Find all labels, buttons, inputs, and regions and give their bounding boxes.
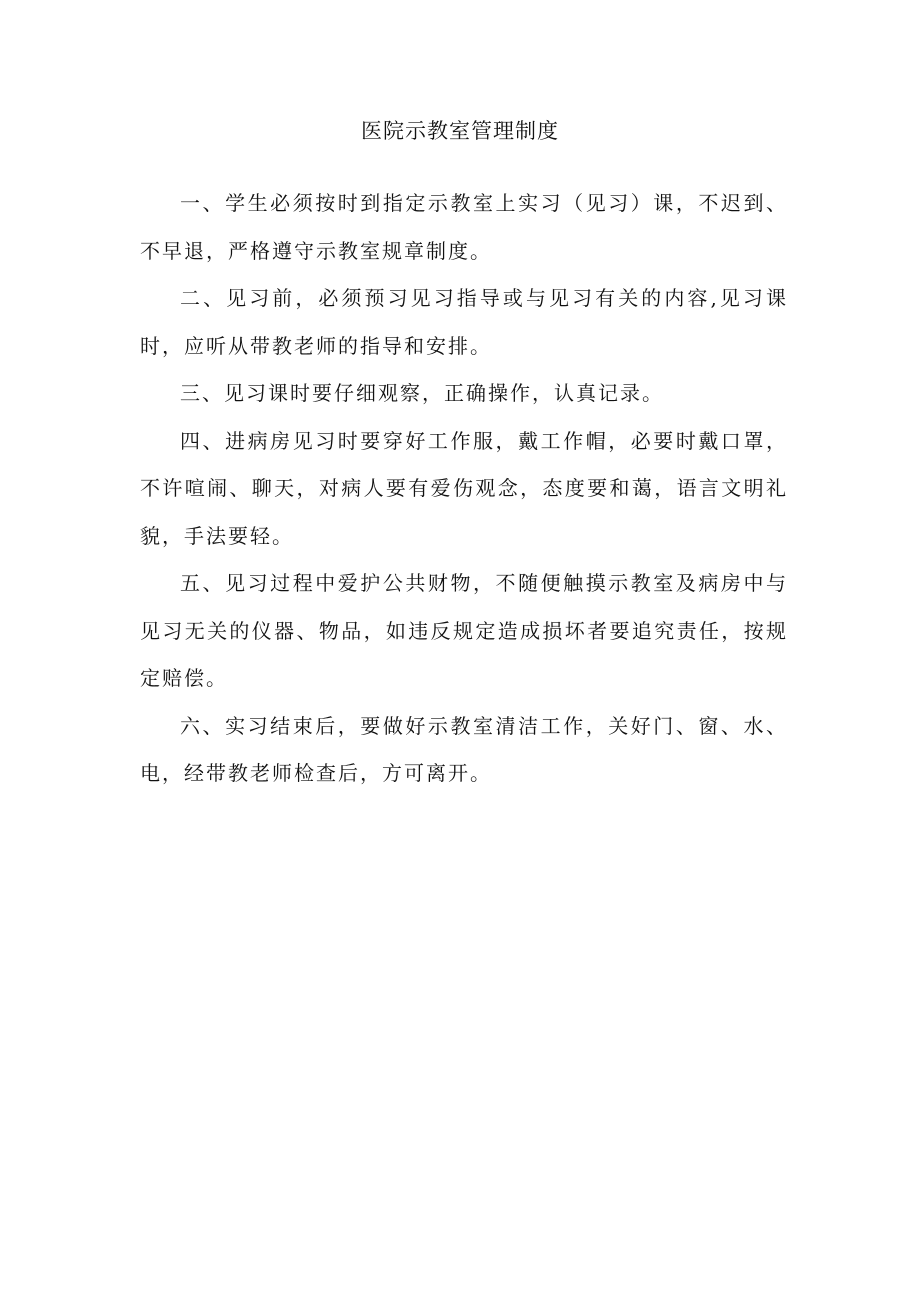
rule-paragraph-6: 六、实习结束后，要做好示教室清洁工作，关好门、窗、水、电，经带教老师检查后，方可离开。	[140, 713, 788, 785]
rule-paragraph-1: 一、学生必须按时到指定示教室上实习（见习）课，不迟到、不早退，严格遵守示教室规章制度。	[140, 191, 788, 263]
document-title: 医院示教室管理制度	[361, 119, 559, 143]
rule-paragraph-4: 四、进病房见习时要穿好工作服，戴工作帽，必要时戴口罩，不许喧闹、聊天，对病人要有爱伤观念，态度要和蔼，语言文明礼貌，手法要轻。	[140, 428, 788, 548]
rule-paragraph-2: 二、见习前，必须预习见习指导或与见习有关的内容,见习课时，应听从带教老师的指导和安排。	[140, 286, 788, 358]
document-body	[140, 180, 788, 798]
rule-paragraph-5: 五、见习过程中爱护公共财物，不随便触摸示教室及病房中与见习无关的仪器、物品，如违反规定造成损坏者要追究责任，按规定赔偿。	[140, 571, 788, 690]
rule-paragraph-3: 三、见习课时要仔细观察，正确操作，认真记录。	[180, 381, 664, 405]
